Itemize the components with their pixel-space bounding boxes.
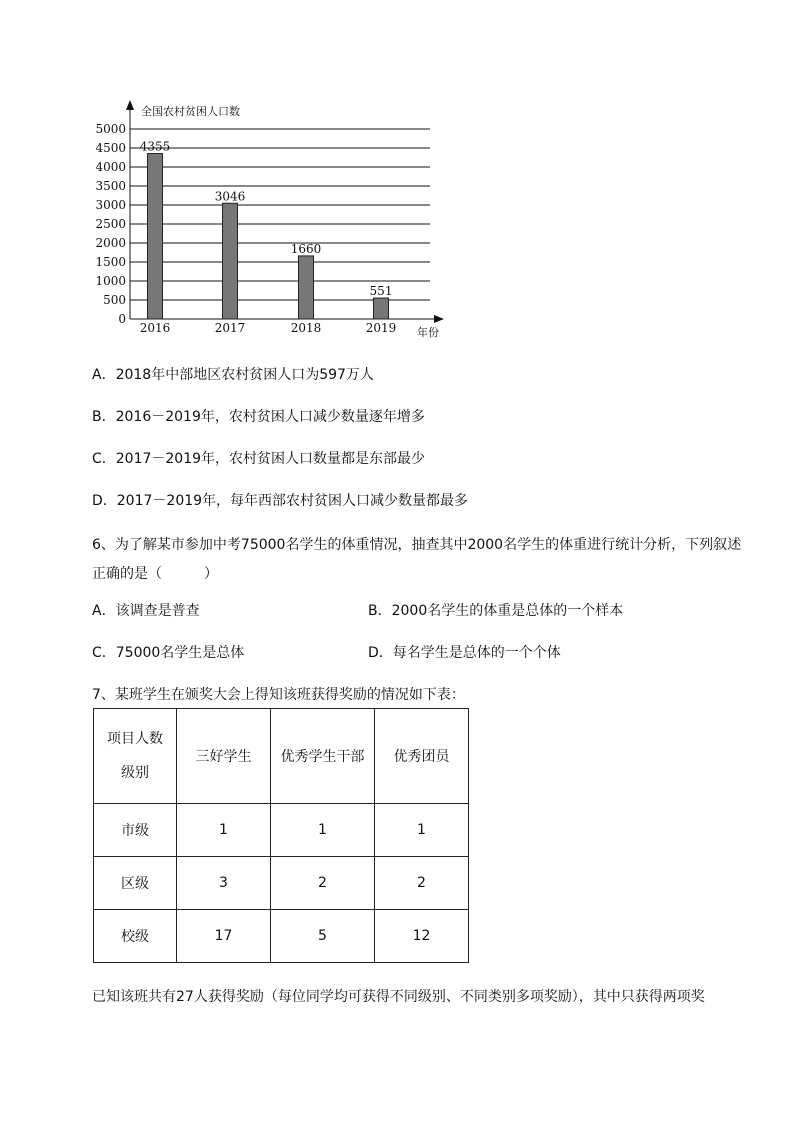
table-row (94, 910, 469, 963)
corner-top-label: 项目人数 (107, 731, 163, 747)
question-7-stem: 7、某班学生在颁奖大会上得知该班获得奖励的情况如下表： (92, 687, 465, 703)
award-table (93, 708, 469, 963)
data-label: 3046 (214, 189, 246, 204)
x-tick-label: 2018 (290, 321, 322, 335)
table-cell: 3 (177, 857, 271, 910)
y-tick-label: 0 (118, 312, 126, 326)
table-cell: 12 (375, 910, 469, 963)
y-tick-label: 1000 (95, 274, 126, 288)
table-cell: 1 (177, 804, 271, 857)
y-tick-label: 1500 (95, 255, 126, 269)
question-7-tail: 已知该班共有27人获得奖励（每位同学均可获得不同级别、不同类别多项奖励），其中只获得两项奖 (92, 989, 705, 1005)
bar (148, 154, 163, 319)
table-cell: 17 (177, 910, 271, 963)
x-tick-label: 2017 (214, 321, 246, 335)
option-d: D．2017－2019年，每年西部农村贫困人口减少数量都最多 (92, 493, 469, 509)
corner-bottom-label: 级别 (121, 765, 149, 781)
table-cell: 1 (271, 804, 375, 857)
y-tick-label: 4500 (95, 141, 126, 155)
x-tick-label: 2019 (365, 321, 397, 335)
x-axis-arrow (434, 315, 444, 323)
table-header-cell: 优秀学生干部 (271, 709, 375, 804)
bar (299, 256, 314, 319)
y-tick-label: 2500 (95, 217, 126, 231)
table-cell: 2 (375, 857, 469, 910)
table-cell: 1 (375, 804, 469, 857)
row-label: 区级 (94, 857, 177, 910)
row-label: 市级 (94, 804, 177, 857)
y-tick-label: 3000 (95, 198, 126, 212)
y-tick-label: 4000 (95, 160, 126, 174)
row-label: 校级 (94, 910, 177, 963)
data-label: 4355 (139, 139, 171, 154)
option-b: B．2016－2019年，农村贫困人口减少数量逐年增多 (92, 409, 425, 425)
q6-option-d: D．每名学生是总体的一个个体 (368, 645, 561, 661)
option-a: A．2018年中部地区农村贫困人口为597万人 (92, 367, 374, 383)
y-tick-label: 500 (103, 293, 126, 307)
table-corner-cell (94, 709, 177, 804)
q6-option-a: A．该调查是普查 (92, 603, 200, 619)
table-header-cell: 优秀团员 (375, 709, 469, 804)
bar (223, 203, 238, 319)
y-tick-label: 2000 (95, 236, 126, 250)
bar (374, 298, 389, 319)
option-c: C．2017－2019年，农村贫困人口数量都是东部最少 (92, 451, 426, 467)
table-cell: 2 (271, 857, 375, 910)
q6-option-c: C．75000名学生是总体 (92, 645, 245, 661)
x-axis-title: 年份 (417, 326, 439, 339)
y-axis-arrow (126, 100, 134, 110)
table-row (94, 804, 469, 857)
table-header-cell: 三好学生 (177, 709, 271, 804)
q6-option-b: B．2000名学生的体重是总体的一个样本 (368, 603, 624, 619)
y-axis-title: 全国农村贫困人口数 (141, 105, 240, 118)
table-row (94, 857, 469, 910)
table-cell: 5 (271, 910, 375, 963)
table-header-row (94, 709, 469, 804)
y-tick-label: 5000 (95, 122, 126, 136)
question-6-stem: 6、为了解某市参加中考75000名学生的体重情况，抽查其中2000名学生的体重进行统计分析，下列叙述正确的是（ ） (92, 537, 742, 582)
bar-chart (0, 0, 794, 345)
data-label: 551 (369, 284, 393, 299)
data-label: 1660 (290, 241, 322, 256)
x-tick-label: 2016 (139, 321, 171, 335)
y-tick-label: 3500 (95, 179, 126, 193)
